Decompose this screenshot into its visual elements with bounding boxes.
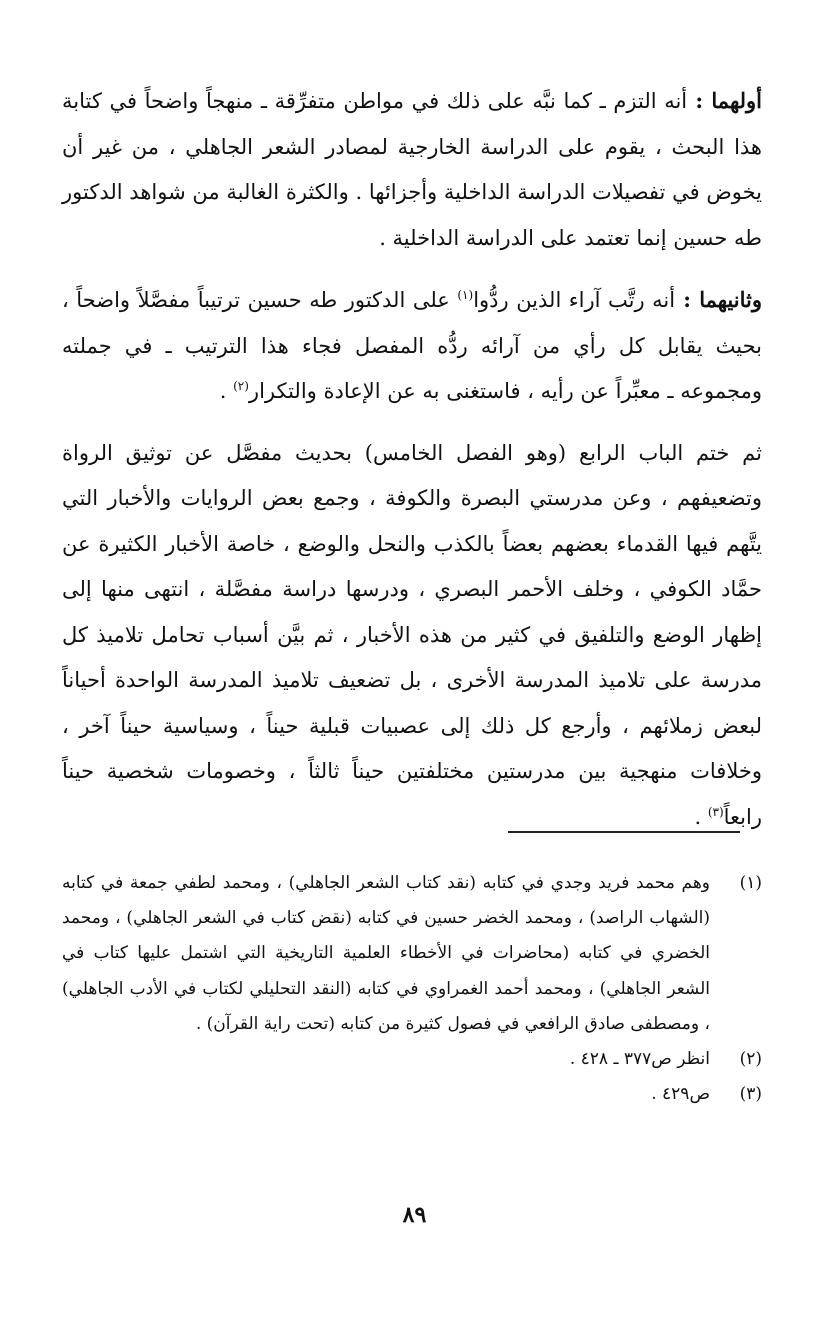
footnote-reference-1[interactable]: (١) (457, 288, 474, 302)
page-number: ٨٩ (402, 1202, 427, 1228)
footnote-1 (62, 866, 762, 1042)
paragraph-second-point (62, 277, 762, 415)
footnote-text: ص٤٢٩ . (651, 1084, 710, 1105)
paragraph-text: على الدكتور طه حسين ترتيباً مفصَّلاً واضحاً ، بحيث يقابل كل رأي من آرائه ردُّه المفصل فجاء هذا الترتيب ـ في جملته ومجموعه ـ معبِّراً عن رأيه ، فاستغنى به عن الإعادة والتكرار (62, 288, 762, 403)
paragraph-end: . (219, 379, 234, 403)
paragraph-text: أنه التزم ـ كما نبَّه على ذلك في مواطن متفرِّقة ـ منهجاً واضحاً في كتابة هذا البحث ، يقوم على الدراسة الخارجية لمصادر الشعر الجاهلي ، من غير أن يخوض في تفصيلات الدراسة الداخلية وأجزائها . والكثرة الغالبة من شواهد الدكتور طه حسين إنما تعتمد على الدراسة الداخلية . (62, 89, 762, 250)
paragraph-text: ثم ختم الباب الرابع (وهو الفصل الخامس) بحديث مفصَّل عن توثيق الرواة وتضعيفهم ، وعن مدرستي البصرة والكوفة ، وجمع بعض الروايات والأخبار التي يتَّهم فيها القدماء بعضهم بعضاً بالكذب والنحل والوضع ، خاصة الأخبار الكثيرة عن حمَّاد الكوفي ، وخلف الأحمر البصري ، ودرسها دراسة مفصَّلة ، انتهى منها إلى إظهار الوضع والتلفيق في كثير من هذه الأخبار ، ثم بيَّن أسباب تحامل تلاميذ كل مدرسة على تلاميذ المدرسة الأخرى ، بل تضعيف تلاميذ المدرسة الواحدة أحياناً لبعض زملائهم ، وأرجع كل ذلك إلى عصبيات قبلية حيناً ، وسياسية حيناً آخر ، وخلافات منهجية بين مدرستين مختلفتين حيناً ثالثاً ، وخصومات شخصية حيناً رابعاً (62, 440, 762, 829)
paragraph-text: أنه رتَّب آراء الذين ردُّوا (473, 288, 676, 312)
footnotes (62, 866, 762, 1112)
footnote-2 (62, 1042, 762, 1077)
footnote-separator (508, 831, 740, 833)
footnote-reference-3[interactable]: (٣) (707, 804, 724, 819)
main-text (62, 78, 762, 856)
paragraph-end: . (694, 804, 708, 829)
paragraph-lead-first: أولهما : (687, 88, 762, 113)
paragraph-lead-second: وثانيهما : (675, 287, 762, 312)
footnote-number: (٢) (739, 1049, 762, 1070)
paragraph-third (62, 431, 762, 841)
footnote-number: (٣) (739, 1084, 762, 1105)
paragraph-first-point (62, 78, 762, 261)
footnote-reference-2[interactable]: (٢) (233, 379, 249, 393)
footnote-text: وهم محمد فريد وجدي في كتابه (نقد كتاب الشعر الجاهلي) ، ومحمد لطفي جمعة في كتابه (الشهاب الراصد) ، ومحمد الخضر حسين في كتابه (نقض كتاب في الشعر الجاهلي) ، ومحمد الخضري في كتابه (محاضرات في الأخطاء العلمية التاريخية التي اشتمل عليها كتاب في الشعر الجاهلي) ، ومحمد أحمد الغمراوي في كتابه (النقد التحليلي لكتاب في الأدب الجاهلي) ، ومصطفى صادق الرافعي في فصول كثيرة من كتابه (تحت راية القرآن) . (62, 873, 710, 1034)
footnote-text: انظر ص٣٧٧ ـ ٤٢٨ . (569, 1049, 710, 1070)
footnote-3 (62, 1077, 762, 1112)
footnote-number: (١) (739, 873, 762, 893)
